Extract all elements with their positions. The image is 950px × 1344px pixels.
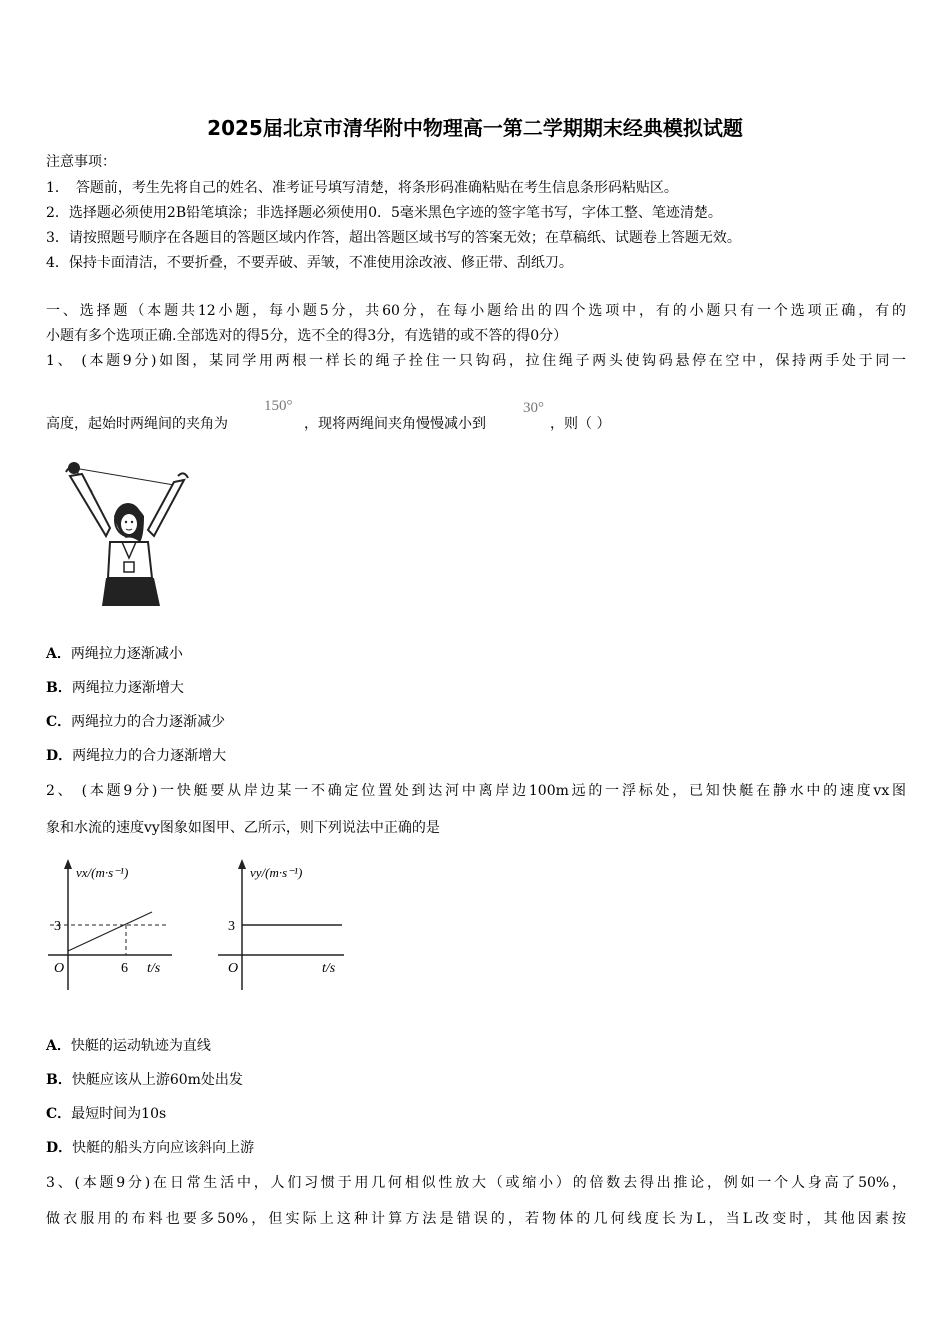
q2-option-b[interactable]: B．快艇应该从上游60m处出发 — [46, 1072, 243, 1088]
q2-option-d[interactable]: D．快艇的船头方向应该斜向上游 — [46, 1140, 255, 1156]
q2-graph-vx — [44, 855, 174, 995]
graph2-ytick: 3 — [228, 919, 235, 934]
q1-stem-line-2a: 高度，起始时两绳间的夹角为 — [46, 416, 228, 432]
q2-graph-vy — [214, 855, 349, 995]
q1-figure-person — [62, 458, 192, 608]
graph1-ytick: 3 — [54, 919, 61, 934]
section-intro-line-1: 一、选择题（本题共12小题，每小题5分，共60分，在每小题给出的四个选项中，有的小题只有一个选项正确，有的 — [46, 303, 906, 319]
q1-stem-line-2b: ，现将两绳间夹角慢慢减小到 — [304, 416, 486, 432]
q2-stem-line-1: 2、 (本题9分)一快艇要从岸边某一不确定位置处到达河中离岸边100m远的一浮标处，已知快艇在静水中的速度vx图 — [46, 783, 906, 799]
q1-angle-start: 150° — [264, 398, 293, 414]
q3-stem-line-1: 3、(本题9分)在日常生活中，人们习惯于用几何相似性放大（或缩小）的倍数去得出推论，例如一个人身高了50%， — [46, 1175, 906, 1191]
notice-item-3: 3．请按照题号顺序在各题目的答题区域内作答，超出答题区域书写的答案无效；在草稿纸、试题卷上答题无效。 — [46, 230, 741, 246]
graph2-origin: O — [228, 961, 239, 976]
graph1-ylabel: vx/(m·s⁻¹) — [76, 865, 129, 880]
q2-option-a[interactable]: A．快艇的运动轨迹为直线 — [46, 1038, 211, 1054]
q1-stem-line-2c: ，则（ ） — [550, 416, 611, 432]
q1-option-a[interactable]: A．两绳拉力逐渐减小 — [46, 646, 183, 662]
q1-stem-line-1: 1、 (本题9分)如图，某同学用两根一样长的绳子拴住一只钩码，拉住绳子两头使钩码悬停在空中，保持两手处于同一 — [46, 353, 906, 369]
notice-item-2: 2．选择题必须使用2B铅笔填涂；非选择题必须使用0．5毫米黑色字迹的签字笔书写，字体工整、笔迹清楚。 — [46, 205, 722, 221]
graph1-xtick: 6 — [121, 961, 128, 976]
notice-heading: 注意事项： — [46, 154, 116, 170]
notice-item-1: 1． 答题前，考生先将自己的姓名、准考证号填写清楚，将条形码准确粘贴在考生信息条形码粘贴区。 — [46, 180, 678, 196]
notice-item-4: 4．保持卡面清洁，不要折叠，不要弄破、弄皱，不准使用涂改液、修正带、刮纸刀。 — [46, 255, 573, 271]
graph2-xlabel: t/s — [322, 961, 336, 976]
graph2-ylabel: vy/(m·s⁻¹) — [250, 865, 303, 880]
q1-angle-end: 30° — [523, 400, 544, 416]
section-intro-line-2: 小题有多个选项正确.全部选对的得5分，选不全的得3分，有选错的或不答的得0分） — [46, 328, 568, 344]
q1-option-d[interactable]: D．两绳拉力的合力逐渐增大 — [46, 748, 227, 764]
vx-line — [68, 912, 152, 951]
q2-option-c[interactable]: C．最短时间为10s — [46, 1106, 167, 1122]
q2-stem-line-2: 象和水流的速度vy图象如图甲、乙所示，则下列说法中正确的是 — [46, 820, 440, 836]
q1-option-c[interactable]: C．两绳拉力的合力逐渐减少 — [46, 714, 226, 730]
page-title: 2025届北京市清华附中物理高一第二学期期末经典模拟试题 — [207, 116, 743, 140]
graph1-origin: O — [54, 961, 65, 976]
graph1-xlabel: t/s — [147, 961, 161, 976]
q1-option-b[interactable]: B．两绳拉力逐渐增大 — [46, 680, 184, 696]
q3-stem-line-2: 做衣服用的布料也要多50%，但实际上这种计算方法是错误的，若物体的几何线度长为L，当L改变时，其他因素按 — [46, 1211, 906, 1227]
